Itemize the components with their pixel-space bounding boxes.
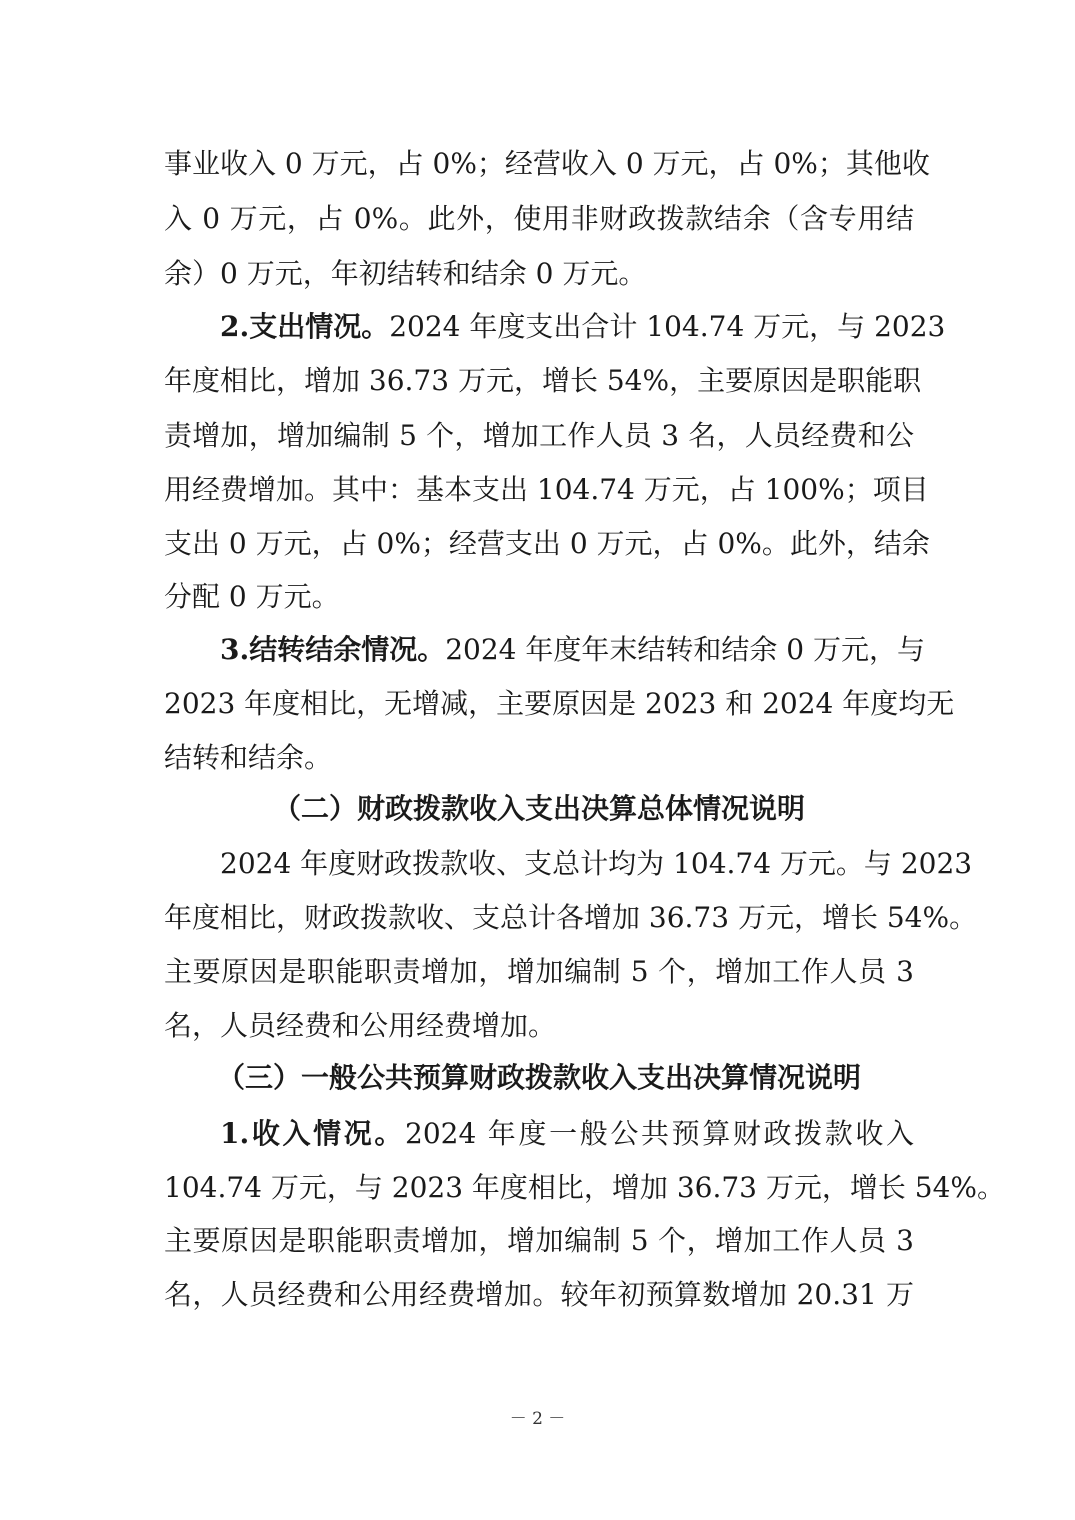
paragraph-line: 支出 0 万元，占 0%；经营支出 0 万元，占 0%。此外，结余 [164,527,930,560]
paragraph-line: 结转和结余。 [164,741,333,774]
paragraph-line: 2023 年度相比，无增减，主要原因是 2023 和 2024 年度均无 [164,687,955,720]
paragraph-line: 年度相比，增加 36.73 万元，增长 54%，主要原因是职能职 [164,364,922,397]
paragraph-lead: 1.收入情况。 [220,1117,406,1150]
paragraph-line: 104.74 万元，与 2023 年度相比，增加 36.73 万元，增长 54%。 [164,1171,1006,1204]
paragraph-line: 主要原因是职能职责增加，增加编制 5 个，增加工作人员 3 [164,955,914,988]
section-heading: （二）财政拨款收入支出决算总体情况说明 [272,792,805,825]
paragraph-first-line: 2024 年度财政拨款收、支总计均为 104.74 万元。与 2023 [220,847,973,880]
paragraph-text: 2024 年度支出合计 104.74 万元，与 2023 [389,310,946,343]
paragraph-line: 名，人员经费和公用经费增加。 [164,1009,557,1042]
paragraph-line: 余）0 万元，年初结转和结余 0 万元。 [164,257,647,290]
paragraph-text: 2024 年度年末结转和结余 0 万元，与 [445,633,926,666]
paragraph-line: 名，人员经费和公用经费增加。较年初预算数增加 20.31 万 [164,1278,914,1311]
paragraph-line: 入 0 万元，占 0%。此外，使用非财政拨款结余（含专用结 [164,202,914,235]
paragraph-line: 用经费增加。其中：基本支出 104.74 万元，占 100%；项目 [164,473,929,506]
paragraph-lead: 2.支出情况。 [220,310,390,343]
paragraph-first-line [220,1104,914,1164]
paragraph-line: 年度相比，财政拨款收、支总计各增加 36.73 万元，增长 54%。 [164,901,978,934]
paragraph-first-line [220,620,926,680]
section-heading: （三）一般公共预算财政拨款收入支出决算情况说明 [216,1061,861,1094]
paragraph-line: 分配 0 万元。 [164,580,340,613]
paragraph-line: 责增加，增加编制 5 个，增加工作人员 3 名，人员经费和公 [164,419,914,452]
paragraph-first-line [220,297,946,357]
page-number: － 2 － [509,1409,566,1429]
paragraph-text: 2024 年度一般公共预算财政拨款收入 [405,1117,914,1150]
paragraph-line: 事业收入 0 万元，占 0%；经营收入 0 万元，占 0%；其他收 [164,147,930,180]
paragraph-line: 主要原因是职能职责增加，增加编制 5 个，增加工作人员 3 [164,1224,914,1257]
paragraph-lead: 3.结转结余情况。 [220,633,446,666]
